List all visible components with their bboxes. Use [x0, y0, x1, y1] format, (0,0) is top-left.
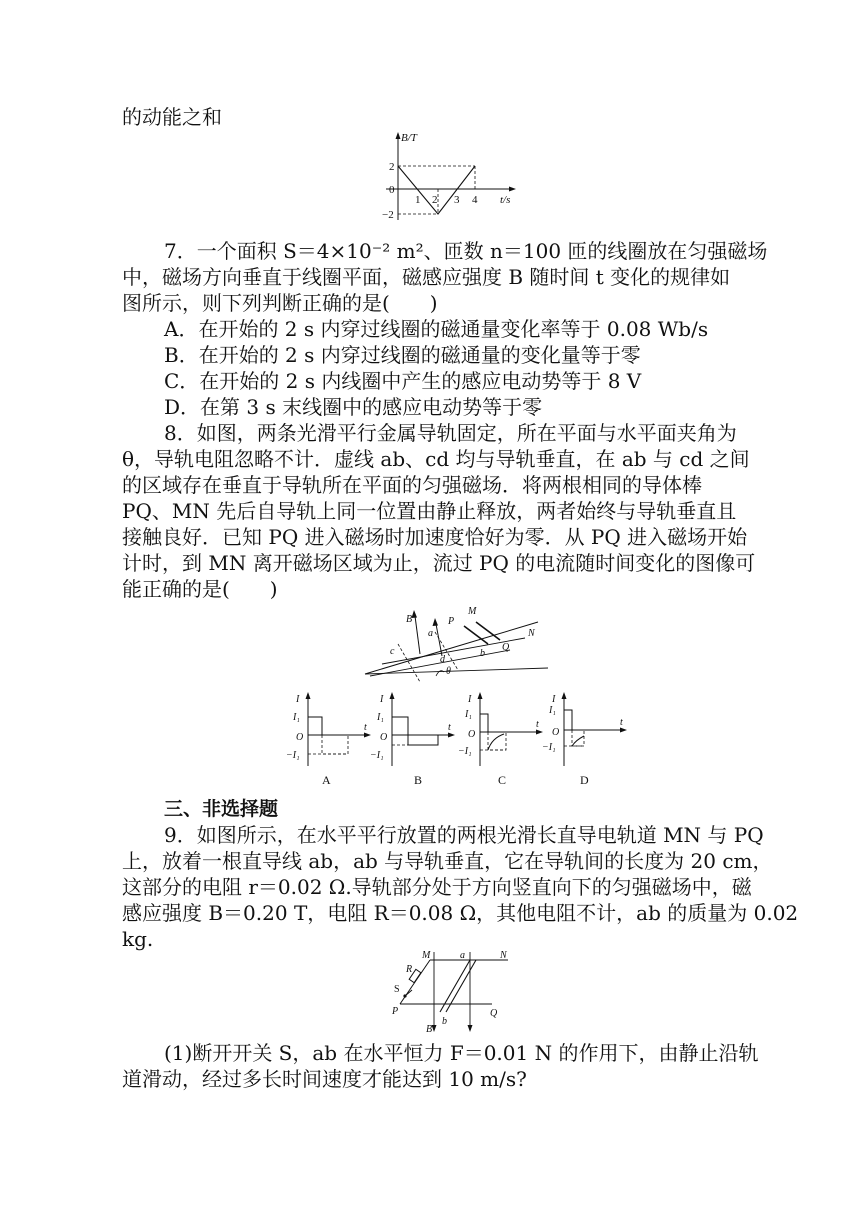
- text-line: 上，放着一根直导线 ab，ab 与导轨垂直，它在导轨间的长度为 20 cm，: [122, 849, 773, 873]
- caption-c: C: [498, 773, 507, 787]
- text-line: 计时，到 MN 离开磁场区域为止，流过 PQ 的电流随时间变化的图像可: [122, 551, 756, 575]
- origin-label: O: [552, 727, 560, 738]
- option-graph-c: [456, 688, 552, 788]
- rail-label: b: [480, 648, 485, 659]
- rail-label: a: [428, 628, 433, 639]
- t-axis-label: t: [620, 717, 623, 728]
- rail-label: B: [406, 614, 413, 625]
- text-line: 的动能之和: [122, 105, 222, 129]
- neg-i1-label: −I₁: [286, 750, 300, 761]
- neg-i1-label: −I₁: [370, 750, 384, 761]
- text-line: 的区域存在垂直于导轨所在平面的匀强磁场．将两根相同的导体棒: [122, 473, 702, 497]
- circuit-label: S: [394, 984, 400, 995]
- circuit-label: N: [500, 950, 507, 961]
- x-tick: 1: [415, 194, 421, 206]
- option-d: D．在第 3 s 末线圈中的感应电动势等于零: [164, 395, 543, 419]
- neg-i1-label: −I₁: [542, 742, 556, 753]
- i-axis-label: I: [380, 694, 384, 705]
- b-axis-label: B/T: [401, 132, 417, 144]
- option-graph-d: [540, 688, 636, 788]
- caption-d: D: [580, 773, 589, 787]
- circuit-label: B: [426, 1024, 433, 1034]
- circuit-label: P: [392, 1006, 399, 1017]
- text-line: 这部分的电阻 r＝0.02 Ω.导轨部分处于方向竖直向下的匀强磁场中，磁: [122, 875, 752, 899]
- x-tick: 2: [432, 194, 438, 206]
- text-line: 感应强度 B＝0.20 T，电阻 R＝0.08 Ω，其他电阻不计，ab 的质量为 0.02: [122, 901, 799, 925]
- i1-label: I₁: [549, 705, 556, 716]
- i1-label: I₁: [465, 709, 472, 720]
- option-graph-b: [368, 688, 464, 788]
- text-line: 接触良好．已知 PQ 进入磁场时加速度恰好为零．从 PQ 进入磁场开始: [122, 525, 748, 549]
- section-heading: 三、非选择题: [164, 798, 279, 820]
- y-tick: 2: [389, 161, 395, 173]
- neg-i1-label: −I₁: [458, 746, 472, 757]
- text-line: θ，导轨电阻忽略不计．虚线 ab、cd 均与导轨垂直，在 ab 与 cd 之间: [122, 447, 750, 471]
- text-line: kg.: [122, 927, 154, 951]
- circuit-label: M: [422, 950, 431, 961]
- option-graph-a: [284, 688, 380, 788]
- option-b: B．在开始的 2 s 内穿过线圈的磁通量的变化量等于零: [164, 343, 641, 367]
- y-tick: −2: [382, 209, 394, 221]
- i-axis-label: I: [296, 694, 300, 705]
- i1-label: I₁: [377, 712, 384, 723]
- caption-a: A: [322, 773, 331, 787]
- t-axis-label: t/s: [500, 194, 511, 206]
- rail-label: M: [468, 606, 477, 617]
- text-line: 能正确的是( ): [122, 577, 278, 601]
- circuit-label: b: [442, 1016, 447, 1027]
- option-a: A．在开始的 2 s 内穿过线圈的磁通量变化率等于 0.08 Wb/s: [164, 317, 709, 341]
- i-axis-label: I: [468, 694, 472, 705]
- x-tick: 4: [472, 194, 478, 206]
- text-line: 中，磁场方向垂直于线圈平面，磁感应强度 B 随时间 t 变化的规律如: [122, 265, 731, 289]
- option-c: C．在开始的 2 s 内线圈中产生的感应电动势等于 8 V: [164, 369, 642, 393]
- origin-label: O: [296, 732, 304, 743]
- text-line: 9．如图所示，在水平平行放置的两根光滑长直导电轨道 MN 与 PQ: [164, 823, 764, 847]
- t-axis-label: t: [448, 722, 451, 733]
- rail-label: P: [448, 616, 455, 627]
- circuit-figure: [390, 948, 520, 1034]
- inclined-rails-figure: [360, 604, 550, 686]
- i1-label: I₁: [293, 712, 300, 723]
- origin-label: O: [380, 732, 388, 743]
- origin-label: O: [468, 729, 476, 740]
- t-axis-label: t: [364, 722, 367, 733]
- circuit-label: a: [460, 950, 465, 961]
- t-axis-label: t: [536, 719, 539, 730]
- rail-label: c: [390, 646, 395, 657]
- text-line: PQ、MN 先后自导轨上同一位置由静止释放，两者始终与导轨垂直且: [122, 499, 737, 523]
- circuit-label: Q: [490, 1008, 498, 1019]
- text-line: 道滑动，经过多长时间速度才能达到 10 m/s?: [122, 1067, 527, 1091]
- text-line: 8．如图，两条光滑平行金属导轨固定，所在平面与水平面夹角为: [164, 421, 737, 445]
- x-tick: 3: [454, 194, 460, 206]
- caption-b: B: [414, 773, 423, 787]
- text-line: 7．一个面积 S＝4×10⁻² m²、匝数 n＝100 匝的线圈放在匀强磁场: [164, 239, 768, 263]
- rail-label: θ: [446, 666, 451, 677]
- text-line: (1)断开开关 S，ab 在水平恒力 F＝0.01 N 的作用下，由静止沿轨: [164, 1041, 759, 1065]
- rail-label: N: [528, 628, 535, 639]
- text-line: 图所示，则下列判断正确的是( ): [122, 291, 438, 315]
- rail-label: d: [440, 654, 445, 665]
- circuit-label: R: [406, 964, 413, 975]
- rail-label: Q: [502, 642, 510, 653]
- i-axis-label: I: [552, 694, 556, 705]
- origin-label: 0: [389, 184, 395, 196]
- b-t-graph: [376, 130, 526, 230]
